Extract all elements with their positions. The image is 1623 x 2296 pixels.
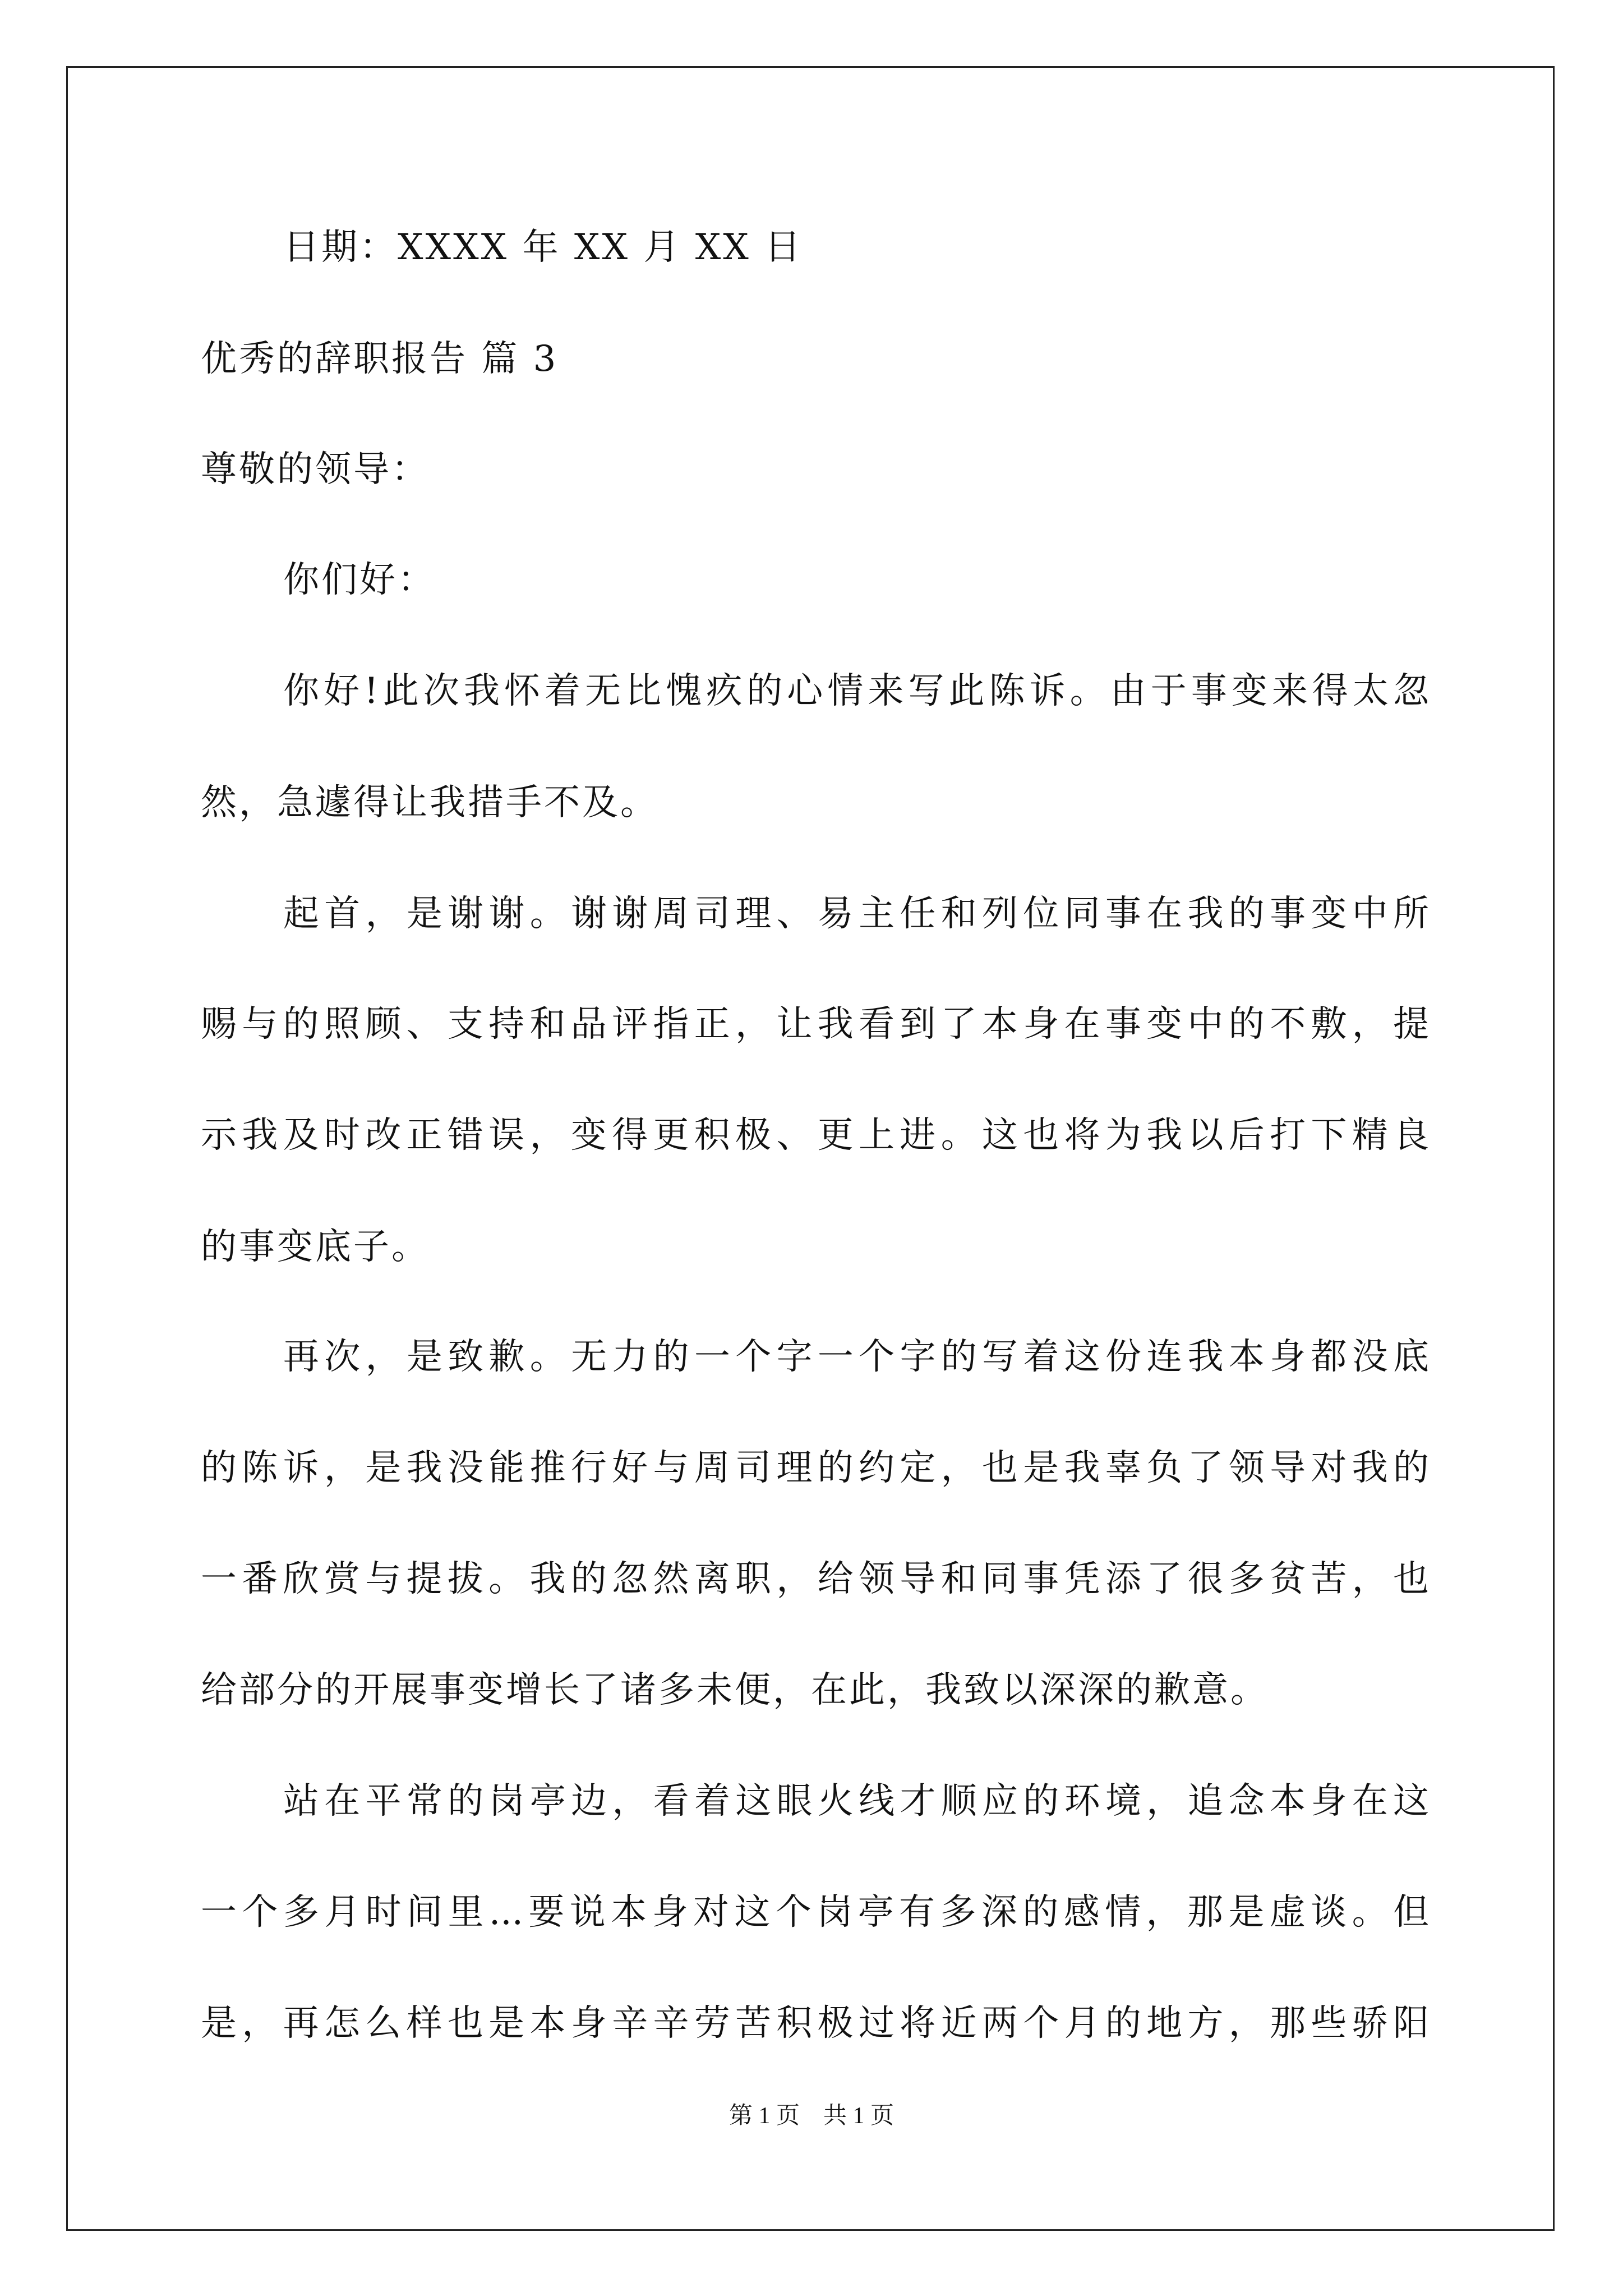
paragraph-line: 赐与的照顾、支持和品评指正，让我看到了本身在事变中的不敷，提 (201, 1004, 1429, 1045)
paragraph-line: 的陈诉，是我没能推行好与周司理的约定，也是我辜负了领导对我的 (201, 1447, 1429, 1489)
page-footer: 第 1 页 共 1 页 (728, 2103, 894, 2129)
date-line: 日期：XXXX 年 XX 月 XX 日 (283, 227, 803, 268)
paragraph-line: 一番欣赏与提拔。我的忽然离职，给领导和同事凭添了很多贫苦，也 (201, 1558, 1429, 1600)
paragraph-line: 的事变底子。 (201, 1226, 430, 1268)
paragraph-line: 给部分的开展事变增长了诸多未便，在此，我致以深深的歉意。 (201, 1669, 1269, 1711)
section-title: 优秀的辞职报告 篇 3 (201, 338, 559, 380)
paragraph-line: 一个多月时间里...要说本身对这个岗亭有多深的感情，那是虚谈。但 (201, 1892, 1429, 1933)
paragraph-line: 站在平常的岗亭边，看着这眼火线才顺应的环境，追念本身在这 (283, 1780, 1429, 1822)
paragraph-line: 是，再怎么样也是本身辛辛劳苦积极过将近两个月的地方，那些骄阳 (201, 2003, 1429, 2044)
greeting: 你们好： (283, 559, 436, 601)
salutation: 尊敬的领导： (201, 449, 430, 490)
paragraph-line: 你好!此次我怀着无比愧疚的心情来写此陈诉。由于事变来得太忽 (283, 670, 1429, 712)
paragraph-line: 再次，是致歉。无力的一个字一个字的写着这份连我本身都没底 (283, 1336, 1429, 1378)
paragraph-line: 然，急遽得让我措手不及。 (201, 782, 658, 823)
paragraph-line: 示我及时改正错误，变得更积极、更上进。这也将为我以后打下精良 (201, 1115, 1429, 1156)
paragraph-line: 起首，是谢谢。谢谢周司理、易主任和列位同事在我的事变中所 (283, 893, 1429, 935)
